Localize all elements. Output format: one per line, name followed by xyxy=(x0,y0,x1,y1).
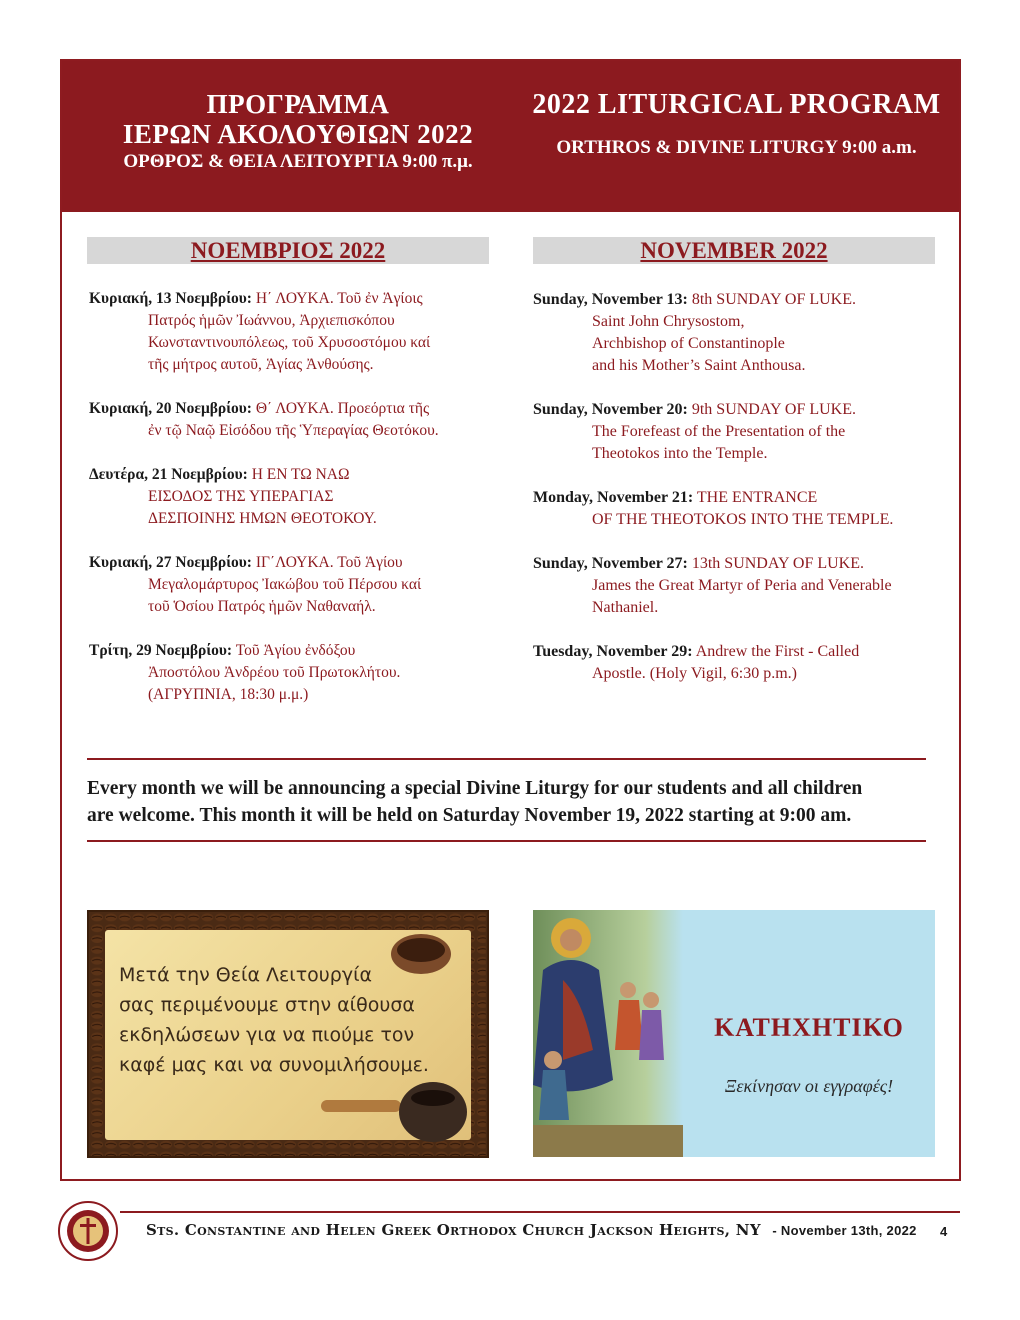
schedule-entry xyxy=(533,289,948,377)
entry-date: Sunday, November 20: xyxy=(533,401,688,418)
entry-line: James the Great Martyr of Peria and Venerable xyxy=(592,577,892,594)
entry-line: Κωνσταντινουπόλεως, τοῦ Χρυσοστόμου καί xyxy=(148,334,431,351)
entry-line: (ΑΓΡΥΠΝΙΑ, 18:30 μ.μ.) xyxy=(148,686,309,703)
entry-title: Andrew the First - Called xyxy=(695,643,860,660)
greek-month-heading: ΝΟΕΜΒΡΙΟΣ 2022 xyxy=(87,237,489,264)
schedule-entry xyxy=(533,399,948,465)
greek-schedule xyxy=(89,288,499,728)
notice-line-1: Every month we will be announcing a special Divine Liturgy for our students and all children xyxy=(87,778,863,799)
entry-line: Archbishop of Constantinople xyxy=(592,335,785,352)
entry-title: Θ΄ ΛΟΥΚΑ. Προεόρτια τῆς xyxy=(255,400,430,417)
entry-line: Nathaniel. xyxy=(592,599,659,616)
banner-greek-subtitle: ΟΡΘΡΟΣ & ΘΕΙΑ ΛΕΙΤΟΥΡΓΙΑ 9:00 π.μ. xyxy=(123,151,473,172)
program-banner xyxy=(62,61,959,212)
footer-rule xyxy=(120,1211,960,1213)
children-liturgy-notice xyxy=(87,775,947,829)
english-schedule xyxy=(533,289,948,707)
footer-church: Sts. Constantine and Helen Greek Orthodox Church Jackson Heights, NY xyxy=(146,1221,761,1239)
entry-title: 9th SUNDAY OF LUKE. xyxy=(691,401,857,418)
catechism-card xyxy=(533,910,935,1157)
schedule-entry xyxy=(89,552,499,618)
coffee-message xyxy=(119,960,439,1080)
divider-bottom xyxy=(87,840,926,842)
entry-line: Πατρός ἡμῶν Ἰωάννου, Ἀρχιεπισκόπου xyxy=(148,312,395,329)
banner-greek xyxy=(62,89,534,175)
entry-date: Κυριακή, 13 Νοεμβρίου: xyxy=(89,290,252,307)
entry-line: ἐν τῷ Ναῷ Εἰσόδου τῆς Ὑπεραγίας Θεοτόκου. xyxy=(148,422,439,439)
coffee-message-line: εκδηλώσεων για να πιούμε τον xyxy=(119,1024,415,1046)
banner-greek-title-1: ΠΡΟΓΡΑΜΜΑ xyxy=(206,89,390,119)
banner-greek-title-2: ΙΕΡΩΝ ΑΚΟΛΟΥΘΙΩΝ 2022 xyxy=(122,119,474,149)
entry-date: Tuesday, November 29: xyxy=(533,643,693,660)
christ-with-children-icon xyxy=(533,910,683,1157)
footer-church-name xyxy=(146,1221,936,1239)
coffee-hour-card xyxy=(87,910,489,1158)
entry-line: and his Mother’s Saint Anthousa. xyxy=(592,357,806,374)
entry-date: Sunday, November 27: xyxy=(533,555,688,572)
entry-line: OF THE THEOTOKOS INTO THE TEMPLE. xyxy=(592,511,894,528)
catechism-subtitle: Ξεκίνησαν οι εγγραφές! xyxy=(724,1076,894,1096)
schedule-entry xyxy=(533,641,948,685)
entry-date: Δευτέρα, 21 Νοεμβρίου: xyxy=(89,466,248,483)
entry-date: Sunday, November 13: xyxy=(533,291,688,308)
entry-line: Ἀποστόλου Ἀνδρέου τοῦ Πρωτοκλήτου. xyxy=(148,664,401,681)
page-number: 4 xyxy=(940,1224,948,1239)
entry-date: Monday, November 21: xyxy=(533,489,694,506)
program-frame xyxy=(60,59,961,1181)
footer-date: - November 13th, 2022 xyxy=(772,1223,917,1238)
schedule-entry xyxy=(533,487,948,531)
entry-title: THE ENTRANCE xyxy=(696,489,818,506)
divider-top xyxy=(87,758,926,760)
schedule-entry xyxy=(89,288,499,376)
coffee-message-line: σας περιμένουμε στην αίθουσα xyxy=(119,994,415,1016)
entry-title: ΙΓ΄ΛΟΥΚΑ. Τοῦ Ἁγίου xyxy=(255,554,403,571)
entry-date: Κυριακή, 27 Νοεμβρίου: xyxy=(89,554,252,571)
entry-line: ΔΕΣΠΟΙΝΗΣ ΗΜΩΝ ΘΕΟΤΟΚΟΥ. xyxy=(148,510,377,527)
entry-date: Τρίτη, 29 Νοεμβρίου: xyxy=(89,642,233,659)
entry-line: Apostle. (Holy Vigil, 6:30 p.m.) xyxy=(592,665,797,682)
schedule-entry xyxy=(89,640,499,706)
coffee-message-line: καφέ μας και να συνομιλήσουμε. xyxy=(119,1054,429,1076)
entry-line: The Forefeast of the Presentation of the xyxy=(592,423,846,440)
entry-title: Τοῦ Ἁγίου ἐνδόξου xyxy=(235,642,356,659)
coffee-message-line: Μετά την Θεία Λειτουργία xyxy=(119,964,373,986)
entry-line: ΕΙΣΟΔΟΣ ΤΗΣ ΥΠΕΡΑΓΙΑΣ xyxy=(148,488,334,505)
entry-date: Κυριακή, 20 Νοεμβρίου: xyxy=(89,400,252,417)
catechism-title: ΚΑΤΗΧΗΤΙΚΟ xyxy=(714,1013,904,1042)
entry-line: Μεγαλομάρτυρος Ἰακώβου τοῦ Πέρσου καί xyxy=(148,576,422,593)
entry-line: Theotokos into the Temple. xyxy=(592,445,768,462)
english-month-heading: NOVEMBER 2022 xyxy=(533,237,935,264)
banner-english-title: 2022 LITURGICAL PROGRAM xyxy=(532,89,941,120)
entry-title: 13th SUNDAY OF LUKE. xyxy=(691,555,865,572)
entry-line: τῆς μήτρος αυτοῦ, Ἁγίας Ἀνθούσης. xyxy=(148,356,374,373)
entry-title: Η΄ ΛΟΥΚΑ. Τοῦ ἐν Ἁγίοις xyxy=(255,290,423,307)
notice-line-2: are welcome. This month it will be held on Saturday November 19, 2022 starting at 9:00 am. xyxy=(87,805,852,826)
entry-title: Η ΕΝ ΤΩ ΝΑΩ xyxy=(251,466,350,483)
coffee-pot-icon xyxy=(321,1072,471,1152)
entry-line: Saint John Chrysostom, xyxy=(592,313,745,330)
schedule-entry xyxy=(89,398,499,442)
banner-english-subtitle: ORTHROS & DIVINE LITURGY 9:00 a.m. xyxy=(556,137,917,158)
banner-english xyxy=(514,89,959,161)
entry-title: 8th SUNDAY OF LUKE. xyxy=(691,291,857,308)
church-seal-icon xyxy=(57,1200,119,1262)
entry-line: τοῦ Ὁσίου Πατρός ἡμῶν Ναθαναήλ. xyxy=(148,598,376,615)
schedule-entry xyxy=(533,553,948,619)
schedule-entry xyxy=(89,464,499,530)
